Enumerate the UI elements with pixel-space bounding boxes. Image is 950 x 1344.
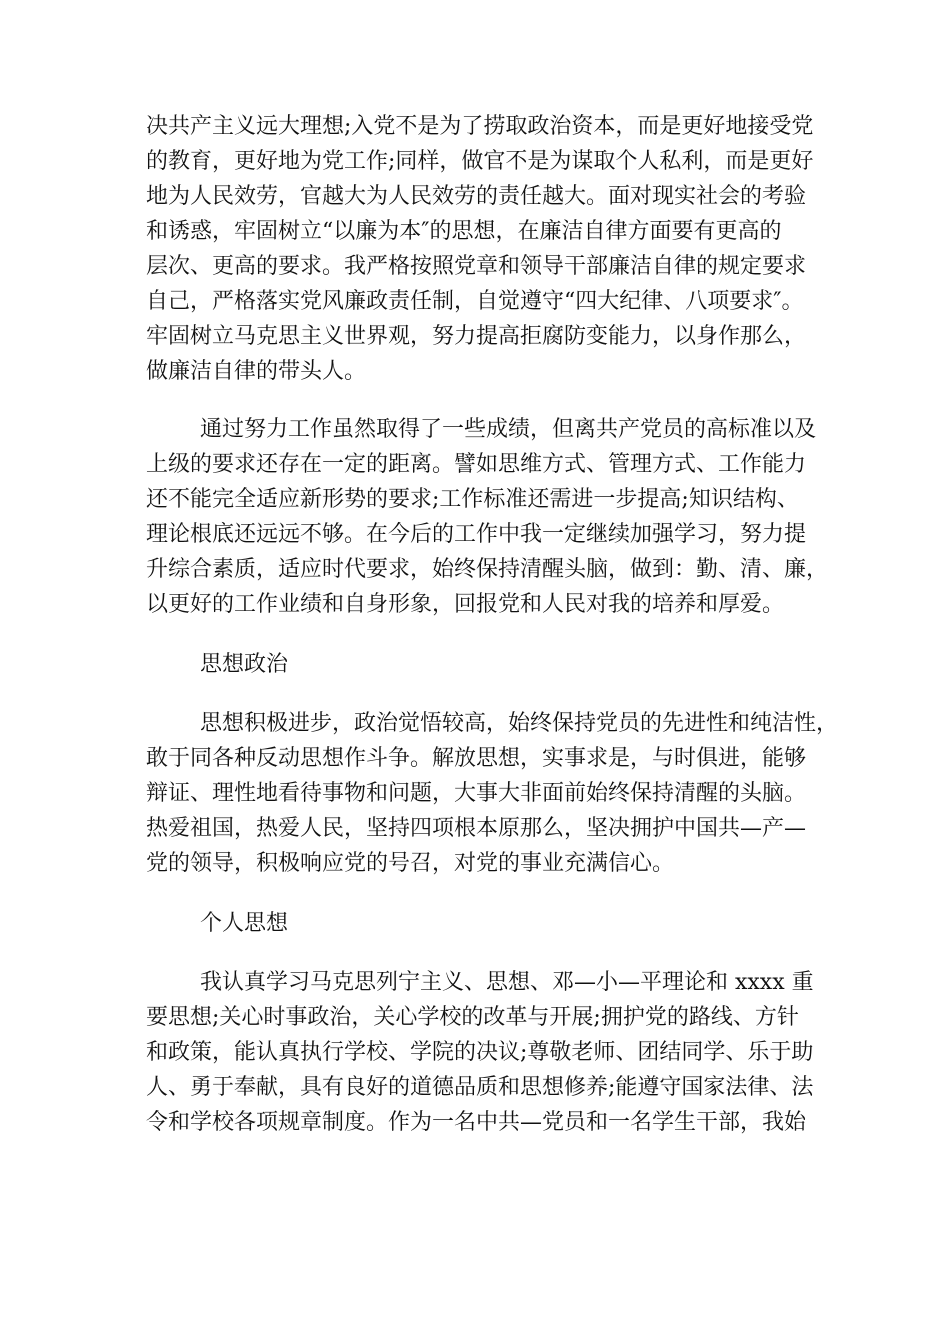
- paragraph-2-line-5: 升综合素质，适应时代要求，始终保持清醒头脑，做到：勤、清、廉，: [146, 557, 829, 582]
- paragraph-3-line-5: 党的领导，积极响应党的号召，对党的事业充满信心。: [146, 851, 675, 876]
- paragraph-1-line-6: 自己，严格落实党风廉政责任制，自觉遵守“四大纪律、八项要求″。: [146, 289, 804, 314]
- paragraph-2-line-6: 以更好的工作业绩和自身形象，回报党和人民对我的培养和厚爱。: [146, 592, 785, 617]
- paragraph-2-line-2: 上级的要求还存在一定的距离。譬如思维方式、管理方式、工作能力: [146, 452, 807, 477]
- paragraph-2-line-3: 还不能完全适应新形势的要求;工作标准还需进一步提高;知识结构、: [146, 487, 799, 512]
- paragraph-4-line-4: 人、勇于奉献，具有良好的道德品质和思想修养;能遵守国家法律、法: [146, 1075, 814, 1100]
- paragraph-1-line-5: 层次、更高的要求。我严格按照党章和领导干部廉洁自律的规定要求: [146, 254, 807, 279]
- paragraph-4-line-3: 和政策，能认真执行学校、学院的决议;尊敬老师、团结同学、乐于助: [146, 1040, 814, 1065]
- paragraph-1-line-3: 地为人民效劳，官越大为人民效劳的责任越大。面对现实社会的考验: [146, 184, 807, 209]
- paragraph-3-line-1: 思想积极进步，政治觉悟较高，始终保持党员的先进性和纯洁性，: [200, 711, 839, 736]
- section-heading-political-thought: 思想政治: [200, 652, 289, 677]
- paragraph-4-line-5: 令和学校各项规章制度。作为一名中共—党员和一名学生干部，我始: [146, 1110, 807, 1135]
- paragraph-3-line-4: 热爱祖国，热爱人民，坚持四项根本原那么，坚决拥护中国共—产—: [146, 816, 807, 841]
- paragraph-4-line-2: 要思想;关心时事政治，关心学校的改革与开展;拥护党的路线、方针: [146, 1005, 799, 1030]
- paragraph-2-line-4: 理论根底还远远不够。在今后的工作中我一定继续加强学习，努力提: [146, 522, 807, 547]
- paragraph-1-line-1: 决共产主义远大理想;入党不是为了捞取政治资本，而是更好地接受党: [146, 114, 814, 139]
- paragraph-1-line-8: 做廉洁自律的带头人。: [146, 359, 367, 384]
- paragraph-2-line-1: 通过努力工作虽然取得了一些成绩，但离共产党员的高标准以及: [200, 417, 817, 442]
- paragraph-1-line-7: 牢固树立马克思主义世界观，努力提高拒腐防变能力，以身作那么，: [146, 324, 807, 349]
- paragraph-1-line-2: 的教育，更好地为党工作;同样，做官不是为谋取个人私利，而是更好: [146, 149, 814, 174]
- paragraph-4-line-1: 我认真学习马克思列宁主义、思想、邓—小—平理论和 xxxx 重: [200, 970, 814, 995]
- paragraph-3-line-3: 辩证、理性地看待事物和问题，大事大非面前始终保持清醒的头脑。: [146, 781, 807, 806]
- paragraph-1-line-4: 和诱惑，牢固树立“以廉为本″的思想，在廉洁自律方面要有更高的: [146, 219, 782, 244]
- section-heading-personal-thought: 个人思想: [200, 911, 289, 936]
- paragraph-3-line-2: 敢于同各种反动思想作斗争。解放思想，实事求是，与时俱进，能够: [146, 746, 807, 771]
